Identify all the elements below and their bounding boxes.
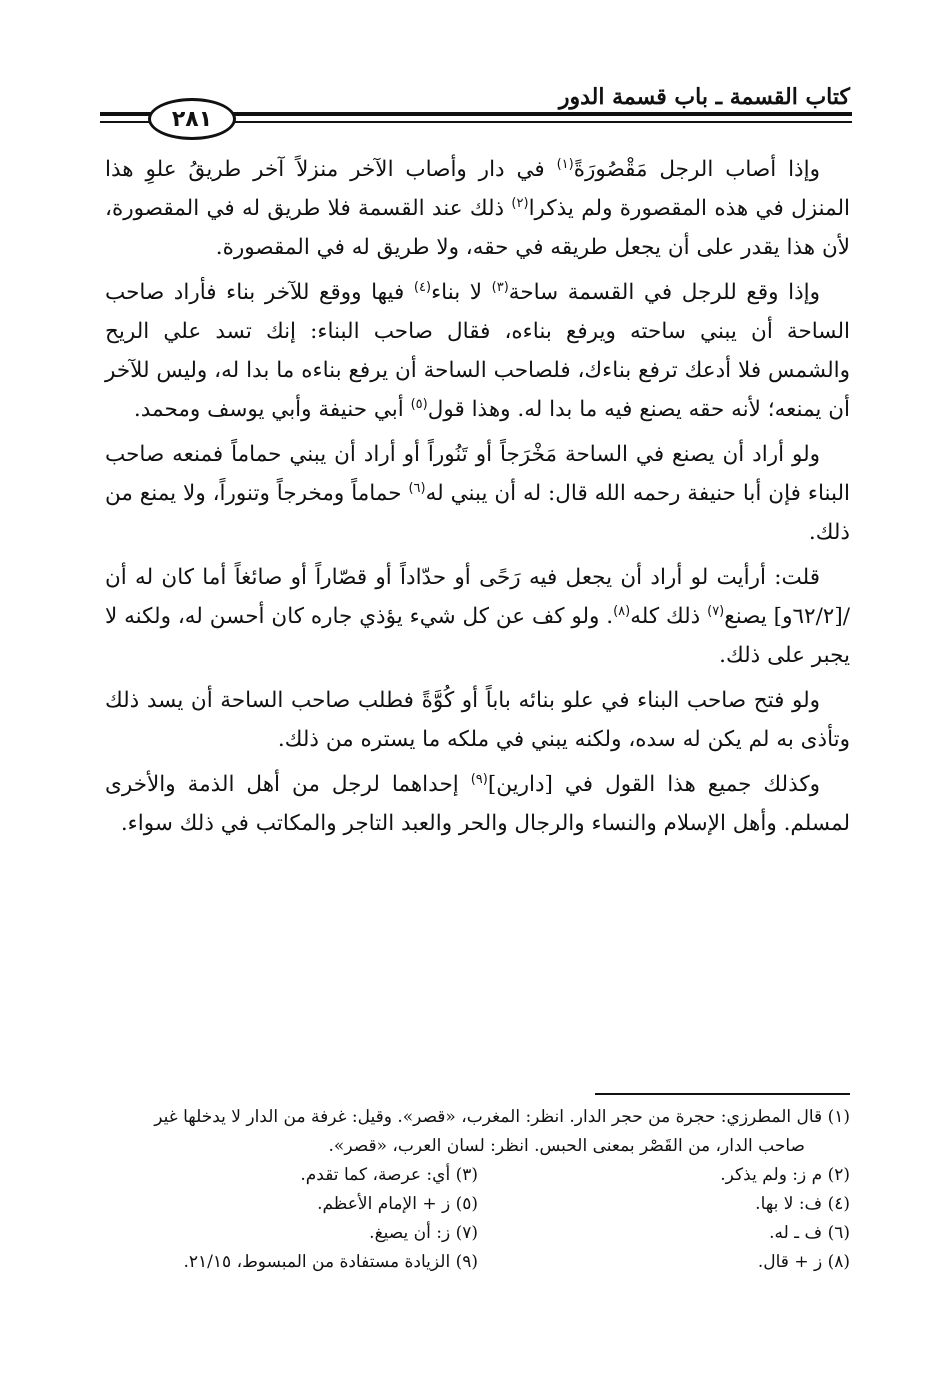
footnote-9: (٩) الزيادة مستفادة من المبسوط، ٢١/١٥. xyxy=(183,1252,478,1272)
footnote-4: (٤) ف: لا بها. xyxy=(755,1194,850,1214)
text-run: لا بناء xyxy=(431,280,492,305)
text-run: ولو فتح صاحب البناء في علو بنائه باباً أو كُوَّةً فطلب صاحب الساحة أن يسد ذلك وتأذى به لم يكن له سده، ولكنه يبني في ملكه ما يستره من ذلك. xyxy=(105,688,850,752)
paragraph-3 xyxy=(105,435,850,552)
footnote-ref-9: (٩) xyxy=(470,771,488,787)
running-title: كتاب القسمة ـ باب قسمة الدور xyxy=(558,84,850,110)
footnote-ref-1: (١) xyxy=(556,156,574,172)
text-run: وإذا أصاب الرجل مَقْصُورَةً xyxy=(573,157,820,182)
footnote-6: (٦) ف ـ له. xyxy=(769,1223,850,1243)
paragraph-2 xyxy=(105,273,850,429)
paragraph-4 xyxy=(105,558,850,675)
text-run: في دار وأصاب الآخر منزلاً آخر طريقُ علوِ هذا المنزل في هذه المقصورة ولم يذكرا xyxy=(105,157,851,221)
paragraph-1 xyxy=(105,150,850,267)
footnote-row xyxy=(105,1248,850,1277)
footnotes xyxy=(105,1103,850,1277)
footnote-row xyxy=(105,1161,850,1190)
footnote-ref-2: (٢) xyxy=(511,195,529,211)
main-text xyxy=(105,150,850,849)
text-run: . ولو كف عن كل شيء يؤذي جاره كان أحسن له، ولكنه لا يجبر على ذلك. xyxy=(105,604,850,668)
footnote-ref-7: (٧) xyxy=(707,603,725,619)
text-run: أبي حنيفة وأبي يوسف ومحمد. xyxy=(133,397,411,422)
text-run: ذلك كله xyxy=(630,604,708,629)
text-run: وإذا وقع للرجل في القسمة ساحة xyxy=(508,280,821,305)
footnote-7: (٧) ز: أن يصيغ. xyxy=(369,1223,478,1243)
text-run: فيها ووقع للآخر بناء فأراد صاحب الساحة أن يبني ساحته ويرفع بناءه، فقال صاحب البناء: إنك تسد علي الريح والشمس فلا أدعك ترفع بناءك، فلصاحب الساحة أن يرفع بناءه ما بدا له، وليس للآخر أن يمنعه؛ لأنه حقه يصنع فيه ما بدا له. وهذا قول xyxy=(105,280,850,422)
footnote-row xyxy=(105,1190,850,1219)
footnote-5: (٥) ز + الإمام الأعظم. xyxy=(317,1194,478,1214)
footnote-row xyxy=(105,1219,850,1248)
footnote-ref-5: (٥) xyxy=(410,396,428,412)
paragraph-5 xyxy=(105,681,850,759)
page-number xyxy=(148,98,236,140)
text-run: وكذلك جميع هذا القول في [دارين] xyxy=(487,772,820,797)
footnote-ref-8: (٨) xyxy=(613,603,631,619)
text-run: ذلك عند القسمة فلا طريق له في المقصورة، لأن هذا يقدر على أن يجعل طريقه في حقه، ولا طريق له في المقصورة. xyxy=(105,196,850,260)
footnote-8: (٨) ز + قال. xyxy=(757,1252,850,1272)
footnote-2: (٢) م ز: ولم يذكر. xyxy=(720,1165,850,1185)
paragraph-6 xyxy=(105,765,850,843)
footnote-ref-3: (٣) xyxy=(491,279,509,295)
footnote-ref-6: (٦) xyxy=(408,480,426,496)
footnote-3: (٣) أي: عرصة، كما تقدم. xyxy=(300,1165,478,1185)
footnote-1: (١) قال المطرزي: حجرة من حجر الدار. انظر: المغرب، «قصر». وقيل: غرفة من الدار لا يدخلها غير صاحب الدار، من القَصْر بمعنى الحبس. انظر: لسان العرب، «قصر». xyxy=(154,1107,850,1156)
footnote-separator xyxy=(595,1093,850,1095)
footnote-ref-4: (٤) xyxy=(413,279,432,295)
text-run: قلت: أرأيت لو أراد أن يجعل فيه رَحًى أو حدّاداً أو قصّاراً أو صائغاً أما كان له أن /[٦٢/٢و] يصنع xyxy=(105,565,850,629)
text-run: إحداهما لرجل من أهل الذمة والأخرى لمسلم. وأهل الإسلام والنساء والرجال والحر والعبد التاجر والمكاتب في ذلك سواء. xyxy=(105,772,850,836)
text-run: ولو أراد أن يصنع في الساحة مَخْرَجاً أو تَنُوراً أو أراد أن يبني حماماً فمنعه صاحب البناء فإن أبا حنيفة رحمه الله قال: له أن يبني له xyxy=(105,442,850,506)
text-run: حماماً ومخرجاً وتنوراً، ولا يمنع من ذلك. xyxy=(105,481,850,545)
page-number-text: ٢٨١ xyxy=(171,106,213,132)
